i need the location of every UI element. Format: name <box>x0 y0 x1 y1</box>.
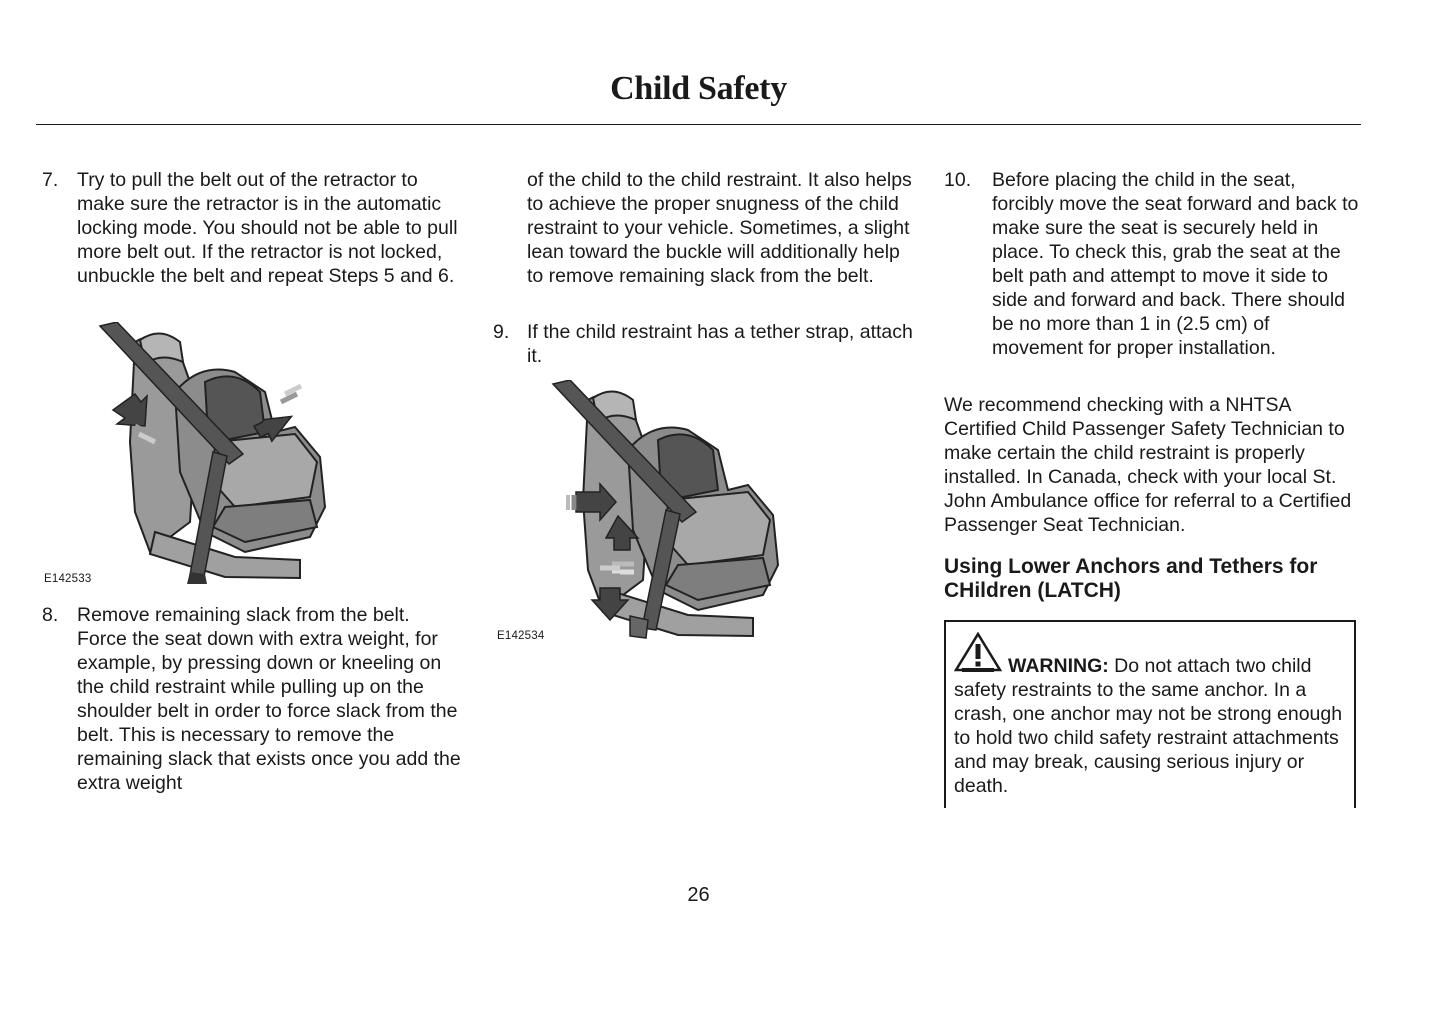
warning-message: Do not attach two child safety restraints to the same anchor. In a crash, one anchor may not be strong enough to hold two child safety restraint attachments and may break, causing serious injury or death. <box>954 655 1343 797</box>
step-8 <box>42 603 462 803</box>
warning-label: WARNING: <box>1008 655 1109 677</box>
figure-code: E142533 <box>44 573 92 585</box>
step-number: 7. <box>42 169 59 191</box>
step-number: 9. <box>493 321 510 343</box>
recommendation-paragraph: We recommend checking with a NHTSA Certified Child Passenger Safety Technician to make certain the child restraint is properly installed. In Canada, check with your local St. John Ambulance office for referral to a Certified Passenger Seat Technician. <box>944 394 1352 536</box>
step-7 <box>42 168 462 318</box>
figure-code: E142534 <box>497 630 545 642</box>
step-10 <box>944 168 1364 383</box>
page-title: Child Safety <box>610 70 787 107</box>
section-heading: Using Lower Anchors and Tethers for CHildren (LATCH) <box>944 555 1318 602</box>
step-number: 10. <box>944 169 972 191</box>
step-text: Try to pull the belt out of the retractor to make sure the retractor is in the automatic locking mode. You should not be able to pull more belt out. If the retractor is not locked, unbuckle the belt and repeat Steps 5 and 6. <box>77 169 458 287</box>
step-8-continuation: of the child to the child restraint. It also helps to achieve the proper snugness of the child restraint to your vehicle. Sometimes, a slight lean toward the buckle will additionally help to remove remaining slack from the belt. <box>527 169 912 287</box>
step-number: 8. <box>42 604 59 626</box>
step-9 <box>493 320 913 380</box>
page-number: 26 <box>687 884 710 906</box>
title-divider <box>36 124 1361 125</box>
seat-illustration-2 <box>548 380 788 642</box>
warning-text <box>954 654 1346 798</box>
step-text: Remove remaining slack from the belt. Force the seat down with extra weight, for example, by pressing down or kneeling on the child restraint while pulling up on the shoulder belt in order to force slack from the belt. This is necessary to remove the remaining slack that exists once you add the extra weight <box>77 604 461 794</box>
warning-box <box>944 620 1356 808</box>
step-text: If the child restraint has a tether strap, attach it. <box>527 321 913 367</box>
seat-illustration-1 <box>95 322 335 584</box>
step-text: Before placing the child in the seat, forcibly move the seat forward and back to make sure the seat is securely held in place. To check this, grab the seat at the belt path and attempt to move it side to side and forward and back. There should be no more than 1 in (2.5 cm) of movement for proper installation. <box>992 169 1359 359</box>
